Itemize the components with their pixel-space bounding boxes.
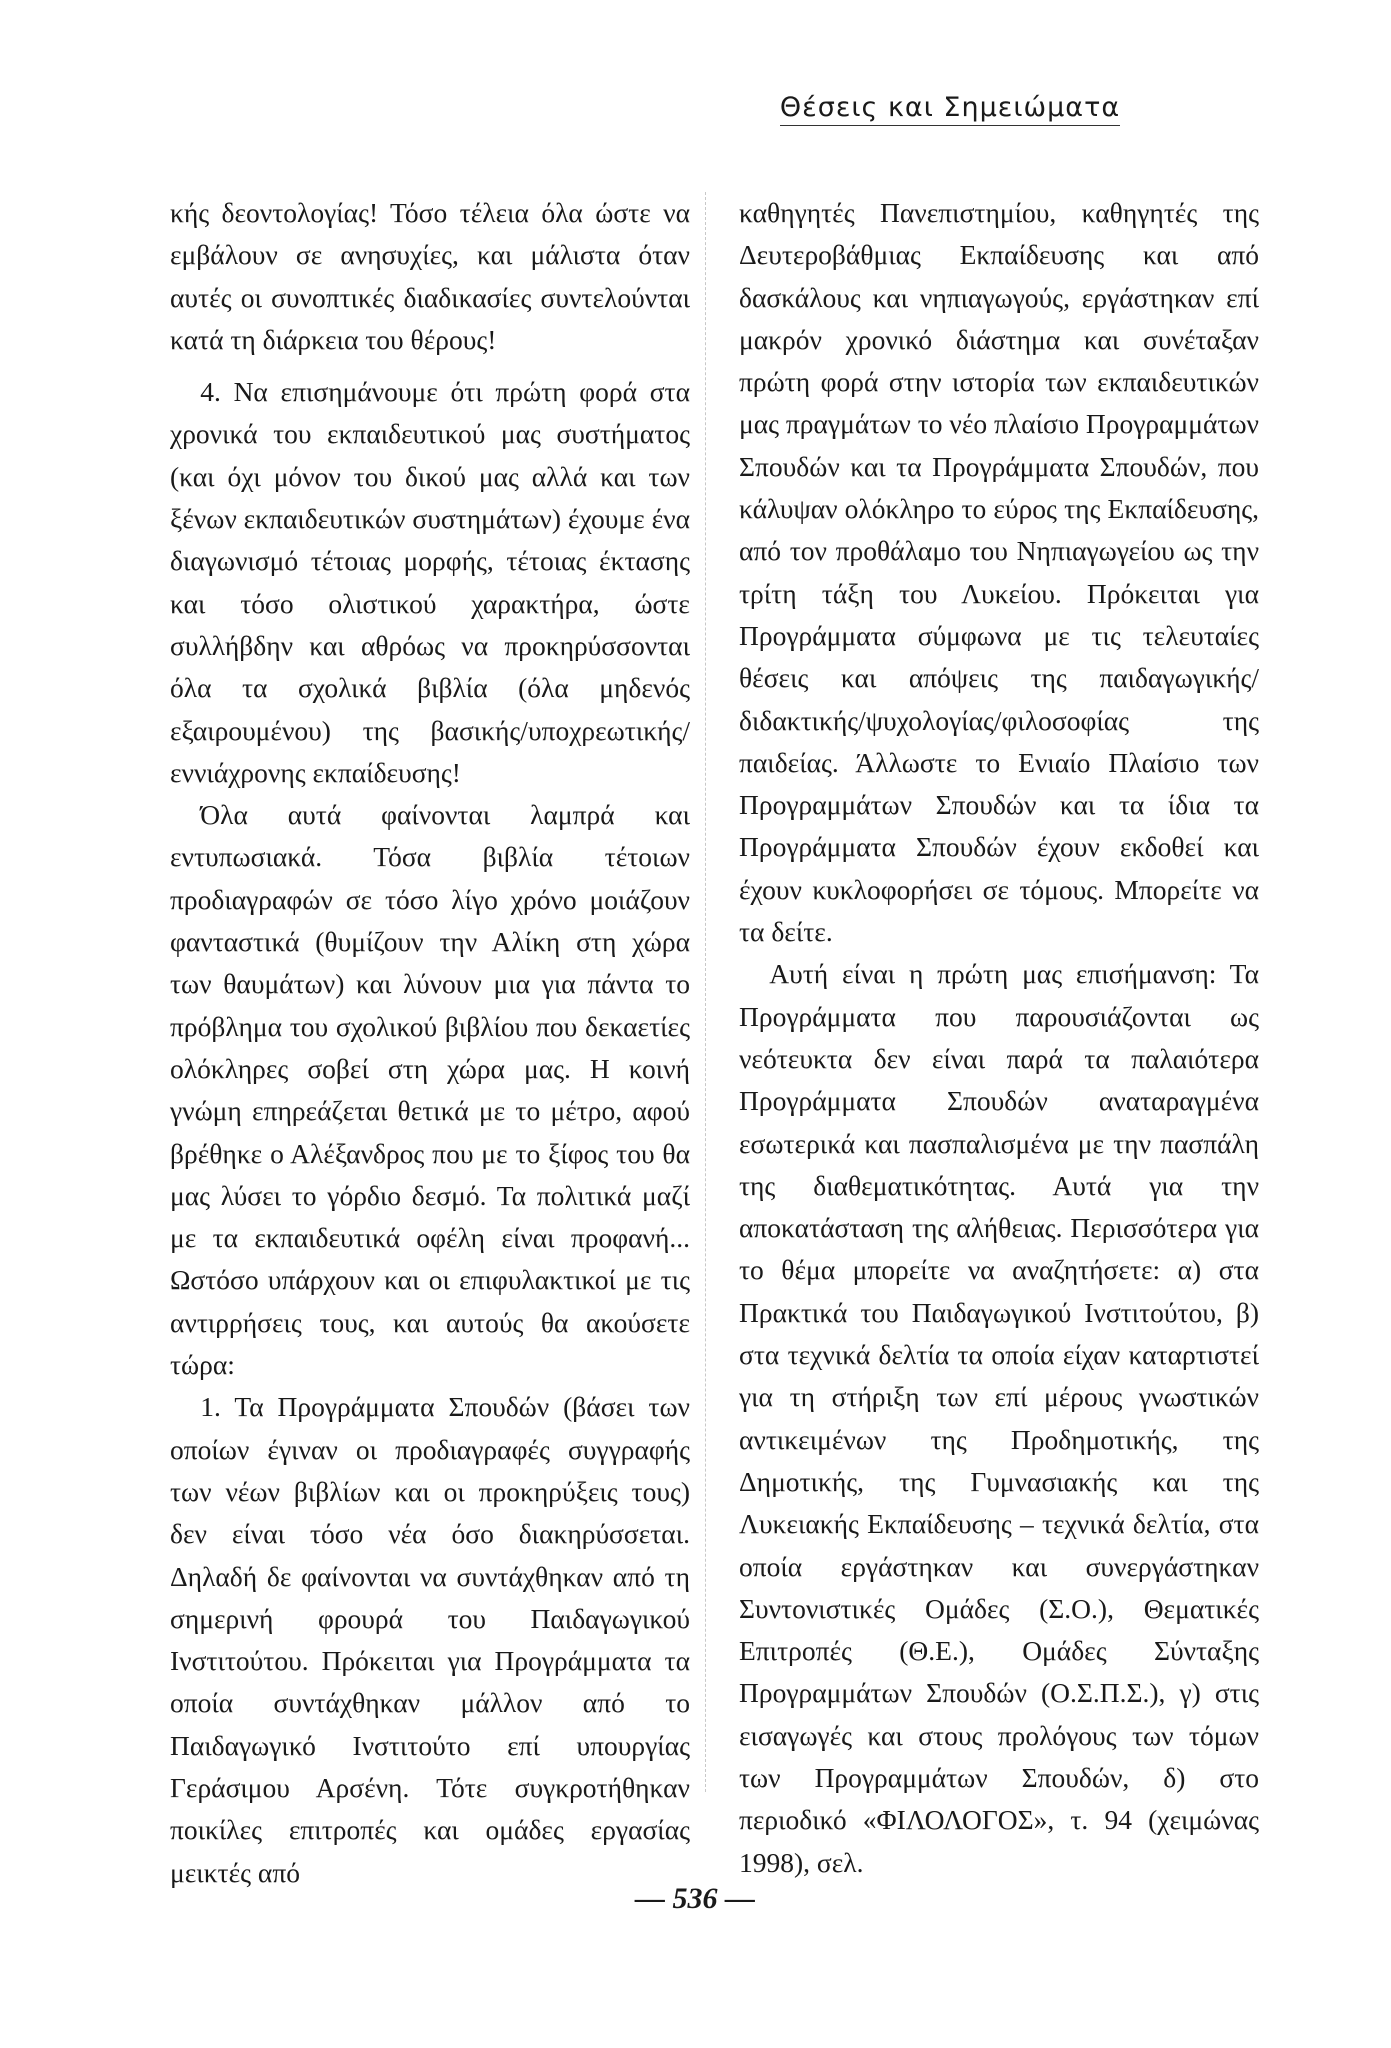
paragraph: Αυτή είναι η πρώτη μας επισήμανση: Τα Προγράμματα που παρουσιάζονται ως νεότευκτα δεν είναι παρά τα παλαιότερα Προγράμματα Σπουδών αναταραγμένα εσωτερικά και πασπαλισμένα με την πασπάλη της διαθεματικότητας. Αυτά για την αποκατάσταση της αλήθειας. Περισσότερα για το θέμα μπορείτε να αναζητήσετε: α) στα Πρακτικά του Παιδαγωγικού Ινστιτούτου, β) στα τεχνικά δελτία τα οποία είχαν καταρτιστεί για τη στήριξη των επί μέρους γνωστικών αντικειμένων της Προδημοτικής, της Δημοτικής, της Γυμνασιακής και της Λυκειακής Εκπαίδευσης – τεχνικά δελτία, στα οποία εργάστηκαν και συνεργάστηκαν Συντονιστικές Ομάδες (Σ.Ο.), Θεματικές Επιτροπές (Θ.Ε.), Ομάδες Σύνταξης Προγραμμάτων Σπουδών (Ο.Σ.Π.Σ.), γ) στις εισαγωγές και στους προλόγους των τόμων των Προγραμμάτων Σπουδών, δ) στο περιοδικό «ΦΙΛΟΛΟΓΟΣ», τ. 94 (χειμώνας 1998), σελ. [739,958,1259,1878]
page-number: — 536 — [635,1882,755,1915]
paragraph: Όλα αυτά φαίνονται λαμπρά και εντυπωσιακά. Τόσα βιβλία τέτοιων προδιαγραφών σε τόσο λίγο χρόνο μοιάζουν φανταστικά (θυμίζουν την Αλίκη στη χώρα των θαυμάτων) και λύνουν μια για πάντα το πρόβλημα του σχολικού βιβλίου που δεκαετίες ολόκληρες σοβεί στη χώρα μας. Η κοινή γνώμη επηρεάζεται θετικά με το μέτρο, αφού βρέθηκε ο Αλέξανδρος που με το ξίφος του θα μας λύσει το γόρδιο δεσμό. Τα πολιτικά μαζί με τα εκπαιδευτικά οφέλη είναι προφανή... Ωστόσο υπάρχουν και οι επιφυλακτικοί με τις αντιρρήσεις τους, και αυτούς θα ακούσετε τώρα: [170,799,690,1381]
paragraph: καθηγητές Πανεπιστημίου, καθηγητές της Δευτεροβάθμιας Εκπαίδευσης και από δασκάλους και νηπιαγωγούς, εργάστηκαν επί μακρόν χρονικό διάστημα και συνέταξαν πρώτη φορά στην ιστορία των εκπαιδευτικών μας πραγμάτων το νέο πλαίσιο Προγραμμάτων Σπουδών και τα Προγράμματα Σπουδών, που κάλυψαν ολόκληρο το εύρος της Εκπαίδευσης, από τον προθάλαμο του Νηπιαγωγείου ως την τρίτη τάξη του Λυκείου. Πρόκειται για Προγράμματα σύμφωνα με τις τελευταίες θέσεις και απόψεις της παιδαγωγικής/διδακτικής/ψυχολογίας/φιλοσοφίας της παιδείας. Άλλωστε το Ενιαίο Πλαίσιο των Προγραμμάτων Σπουδών και τα ίδια τα Προγράμματα Σπουδών έχουν εκδοθεί και έχουν κυκλοφορήσει σε τόμους. Μπορείτε να τα δείτε. [739,197,1259,948]
paragraph: 1. Τα Προγράμματα Σπουδών (βάσει των οποίων έγιναν οι προδιαγραφές συγγραφής των νέων βιβλίων και οι προκηρύξεις τους) δεν είναι τόσο νέα όσο διακηρύσσεται. Δηλαδή δε φαίνονται να συντάχθηκαν από τη σημερινή φρουρά του Παιδαγωγικού Ινστιτούτου. Πρόκειται για Προγράμματα τα οποία συντάχθηκαν μάλλον από το Παιδαγωγικό Ινστιτούτο επί υπουργίας Γεράσιμου Αρσένη. Τότε συγκροτήθηκαν ποικίλες επιτροπές και ομάδες εργασίας μεικτές από [170,1391,690,1888]
running-head [700,92,1200,126]
left-column [170,192,690,1894]
running-head-text: Θέσεις και Σημειώματα [780,92,1120,126]
paragraph: κής δεοντολογίας! Τόσο τέλεια όλα ώστε να εμβάλουν σε ανησυχίες, και μάλιστα όταν αυτές οι συνοπτικές διαδικασίες συντελούνται κατά τη διάρκεια του θέρους! [170,197,690,355]
column-divider [705,192,706,1792]
paragraph: 4. Να επισημάνουμε ότι πρώτη φορά στα χρονικά του εκπαιδευτικού μας συστήματος (και όχι μόνον του δικού μας αλλά και των ξένων εκπαιδευτικών συστημάτων) έχουμε ένα διαγωνισμό τέτοιας μορφής, τέτοιας έκτασης και τόσο ολιστικού χαρακτήρα, ώστε συλλήβδην και αθρόως να προκηρύσσονται όλα τα σχολικά βιβλία (όλα μηδενός εξαιρουμένου) της βασικής/υποχρεωτικής/εννιάχρονης εκπαίδευσης! [170,376,690,788]
right-column [739,192,1259,1884]
